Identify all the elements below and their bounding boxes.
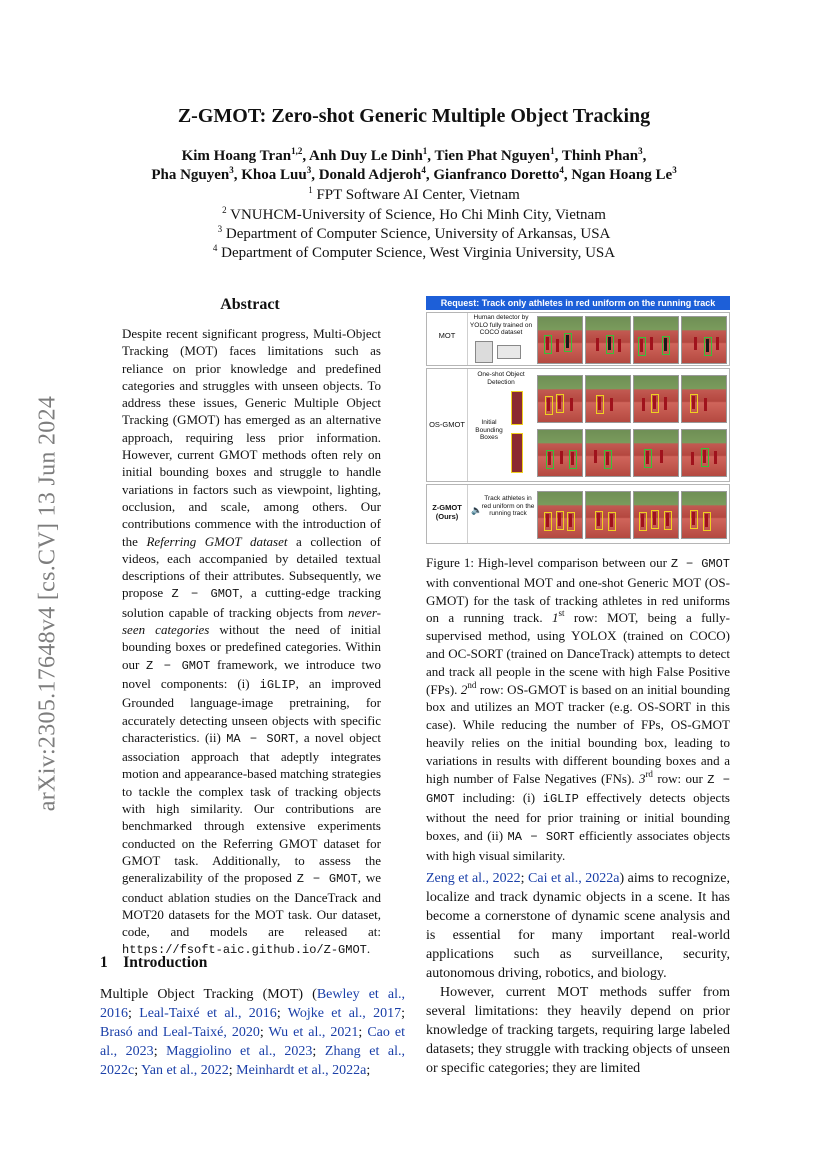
initial-box-icon [511,391,523,425]
author: Khoa Luu [241,167,307,183]
frame-thumbnail [585,491,631,539]
figure-row-os-gmot [426,368,730,482]
speech-icon: 🔈 [471,505,483,515]
initial-box-icon [511,433,523,473]
author: Gianfranco Doretto [433,167,560,183]
citation-link[interactable]: Cao et al., 2023 [100,1025,405,1059]
citation-link[interactable]: Brasó and Leal-Taixé, 2020 [100,1025,260,1040]
paper-title: Z-GMOT: Zero-shot Generic Multiple Object Tracking [177,105,651,127]
frame-thumbnail [681,429,727,477]
row-note-os-gmot: One-shot Object Detection [477,371,525,386]
figure-request-banner: Request: Track only athletes in red uniform on the running track [426,296,730,310]
detector-icon [497,345,521,359]
frame-thumbnail [585,429,631,477]
intro-paragraph-right: Zeng et al., 2022; Cai et al., 2022a) aims to recognize, localize and track dynamic objects in a scene. It has become a cornerstone of dynamic scene analysis and is essential for many important real-world applications such as surveillance, security, autonomous driving, robotics, and biology. However, current MOT methods suffer from several limitations: they heavily depend on prior knowledge of tracking targets, requiring large labeled datasets; they struggle with tracking objects of unseen or specific categories; they are limited [426,871,730,1076]
citation-link[interactable]: Wu et al., 2021 [268,1025,359,1040]
abstract-heading: Abstract [220,296,280,313]
row-label-z-gmot: Z-GMOT (Ours) [432,503,462,521]
author: Kim Hoang Tran [181,148,292,164]
frame-thumbnail [633,429,679,477]
row-note-z-gmot: Track athletes in red uniform on the running track [481,495,535,517]
author-line-1: Kim Hoang Tran$^{1,2}$, Anh Duy Le Dinh$^1$, Tien Phat Nguyen$^1$, Thinh Phan$^3$, [181,146,647,164]
citation-link[interactable]: Meinhardt et al., 2022a [236,1063,367,1078]
author: Ngan Hoang Le [571,167,673,183]
figure-caption: Figure 1: High-level comparison between our Z − GMOT with conventional MOT and one-shot Generic MOT (OS-GMOT) for the task of tracking athletes in red uniforms on a running track. 1st row: MOT, being a fully-supervised method, using YOLOX (trained on COCO) and OC-SORT (trained on DanceTrack) attempts to detect and track all people in the scene with high False Positive (FPs). 2nd row: OS-GMOT is based on an initial bounding box and utilizes an MOT tracker (e.g. OS-SORT in this case). While reducing the number of FPs, OS-GMOT heavily relies on the initial bounding box, leading to variations in results with different bounding boxes and a high number of False Negatives (FNs). 3rd row: our Z − GMOT including: (i) iGLIP effectively detects objects without the need for prior training or initial bounding boxes, and (ii) MA − SORT efficiently associates objects with high visual similarity. [426,555,731,863]
frame-thumbnail [537,375,583,423]
frame-thumbnail [681,491,727,539]
frame-thumbnail [537,316,583,364]
frame-thumbnail [681,316,727,364]
frame-thumbnail [633,316,679,364]
citation-link[interactable]: Wojke et al., 2017 [287,1006,402,1021]
frame-thumbnail [585,375,631,423]
citation-link[interactable]: Leal-Taixé et al., 2016 [139,1006,277,1021]
citation-link[interactable]: Zeng et al., 2022 [426,871,521,886]
detector-icon [475,341,493,363]
affiliation-3: $^3$ Department of Computer Science, University of Arkansas, USA [217,224,611,242]
citation-link[interactable]: Zhang et al., 2022c [100,1044,406,1078]
citation-link[interactable]: Maggiolino et al., 2023 [166,1044,313,1059]
intro-paragraph-left: Multiple Object Tracking (MOT) (Bewley et al., 2016; Leal-Taixé et al., 2016; Wojke et al., 2017; Brasó and Leal-Taixé, 2020; Wu et al., 2021; Cao et al., 2023; Maggiolino et al., 2023; Zhang et al., 2022c; Yan et al., 2022; Meinhardt et al., 2022a; [100,987,406,1078]
row-note-mot: Human detector by YOLO fully trained on COCO dataset [469,314,533,336]
abstract-body: Despite recent significant progress, Multi-Object Tracking (MOT) faces limitations such as reliance on prior knowledge and predefined categories and struggles with unseen objects. To address these issues, Generic Multiple Object Tracking (GMOT) has emerged as an alternative approach, requiring less prior information. However, current GMOT methods often rely on initial bounding boxes and struggle to handle variations in factors such as viewpoint, lighting, occlusion, and scale, among others. Our contributions commence with the introduction of the Referring GMOT dataset a collection of videos, each accompanied by detailed textual descriptions of their attributes. Subsequently, we propose Z − GMOT, a cutting-edge tracking solution capable of tracking objects from never-seen categories without the need of initial bounding boxes or predefined categories. Within our Z − GMOT framework, we introduce two novel components: (i) iGLIP, an improved Grounded language-image pretraining, for accurately detecting unseen objects with specific characteristics. (ii) MA − SORT, a novel object association approach that adeptly integrates motion and appearance-based matching strategies to tackle the complex task of tracking objects with high similarity. Our contributions are benchmarked through extensive experiments conducted on the Referring GMOT dataset for GMOT task. Additionally, to assess the generalizability of the proposed Z − GMOT, we conduct ablation studies on the DanceTrack and MOT20 datasets for the MOT task. Our dataset, code, and models are released at: https://fsoft-aic.github.io/Z-GMOT. [122,326,382,958]
row-label-os-gmot: OS-GMOT [429,420,465,429]
citation-link[interactable]: Cai et al., 2022a [528,871,620,886]
citation-link[interactable]: Yan et al., 2022 [141,1063,229,1078]
author: Anh Duy Le Dinh [309,148,423,164]
row-note-initial-boxes: Initial Bounding Boxes [475,419,503,441]
frame-thumbnail [681,375,727,423]
author: Donald Adjeroh [318,167,422,183]
figure-1 [426,296,730,546]
arxiv-stamp: arXiv:2305.17648v4 [cs.CV] 13 Jun 2024 [34,395,61,812]
frame-thumbnail [537,429,583,477]
figure-row-z-gmot [426,484,730,544]
figure-row-mot [426,312,730,366]
author-line-2: Pha Nguyen$^3$, Khoa Luu$^3$, Donald Adjeroh$^4$, Gianfranco Doretto$^4$, Ngan Hoang Le$^3$ [151,165,677,183]
frame-thumbnail [633,375,679,423]
section-heading-introduction: 1 Introduction [100,954,208,971]
frame-thumbnail [537,491,583,539]
frame-thumbnail [633,491,679,539]
affiliation-4: $^4$ Department of Computer Science, West Virginia University, USA [212,243,616,261]
affiliation-2: $^2$ VNUHCM-University of Science, Ho Chi Minh City, Vietnam [222,205,606,223]
code-url-link[interactable]: https://fsoft-aic.github.io/Z-GMOT [122,943,367,958]
affiliation-1: $^1$ FPT Software AI Center, Vietnam [308,185,520,203]
author: Tien Phat Nguyen [434,148,551,164]
citation-link[interactable]: Bewley et al., 2016 [100,987,405,1021]
frame-thumbnail [585,316,631,364]
author: Thinh Phan [561,148,639,164]
row-label-mot: MOT [438,331,456,340]
author: Pha Nguyen [151,167,230,183]
